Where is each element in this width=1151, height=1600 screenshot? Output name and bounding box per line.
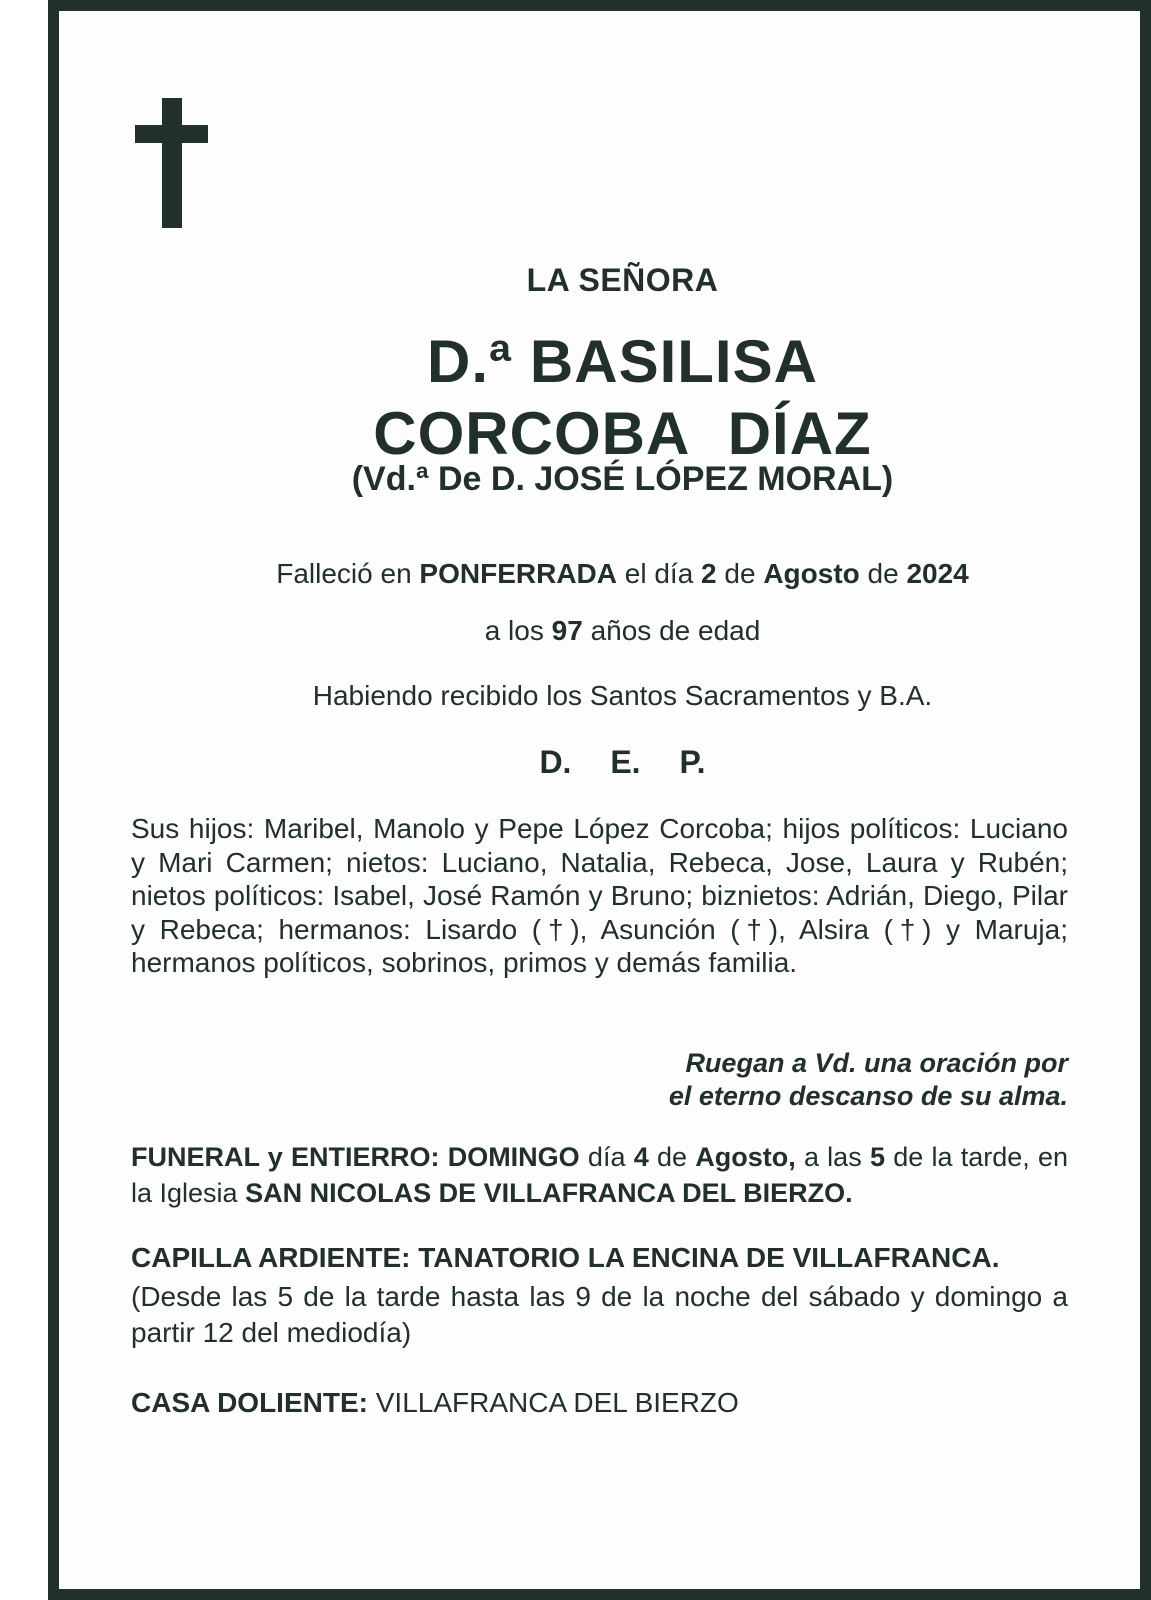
widow-note: (Vd.ª De D. JOSÉ LÓPEZ MORAL) xyxy=(351,460,894,498)
prayer-line1: Ruegan a Vd. una oración por xyxy=(685,1048,1068,1078)
sacraments-line: Habiendo recibido los Santos Sacramentos y B.A. xyxy=(312,680,933,711)
family-paragraph: Sus hijos: Maribel, Manolo y Pepe López Corcoba; hijos políticos: Luciano y Mari Carmen; nietos: Luciano, Natalia, Rebeca, Jose, Laura y Rubén; nietos políticos: Isabel, José Ramón y Bruno; biznietos: Adrián, Diego, Pilar y Rebeca; hermanos: Lisardo (†), Asunción (†), Alsira (†) y Maruja; hermanos políticos, sobrinos, primos y demás familia. xyxy=(131,813,1068,978)
capilla-ardiente-line: CAPILLA ARDIENTE: TANATORIO LA ENCINA DE VILLAFRANCA. xyxy=(131,1242,1000,1273)
deceased-name-line1: D.ª BASILISA xyxy=(427,328,818,395)
obituary-frame xyxy=(48,0,1151,1600)
latin-cross-icon xyxy=(135,98,208,228)
cross-horizontal-bar xyxy=(135,125,208,143)
age-line: a los 97 años de edad xyxy=(484,615,761,646)
title-la-senora: LA SEÑORA xyxy=(526,262,719,298)
death-date-line: Falleció en PONFERRADA el día 2 de Agosto de 2024 xyxy=(276,558,969,589)
prayer-line2: el eterno descanso de su alma. xyxy=(668,1081,1068,1111)
casa-doliente-line: CASA DOLIENTE: VILLAFRANCA DEL BIERZO xyxy=(131,1387,739,1418)
deceased-name-line2: CORCOBA DÍAZ xyxy=(373,400,872,467)
cross-vertical-bar xyxy=(162,98,182,228)
capilla-schedule: (Desde las 5 de la tarde hasta las 9 de la noche del sábado y domingo a partir 12 del mediodía) xyxy=(131,1281,1068,1348)
dep-line: D. E. P. xyxy=(539,744,706,780)
funeral-announcement: FUNERAL y ENTIERRO: DOMINGO día 4 de Agosto, a las 5 de la tarde, en la Iglesia SAN NICOLAS DE VILLAFRANCA DEL BIERZO. xyxy=(131,1142,1068,1208)
prayer-block xyxy=(131,1047,1068,1113)
